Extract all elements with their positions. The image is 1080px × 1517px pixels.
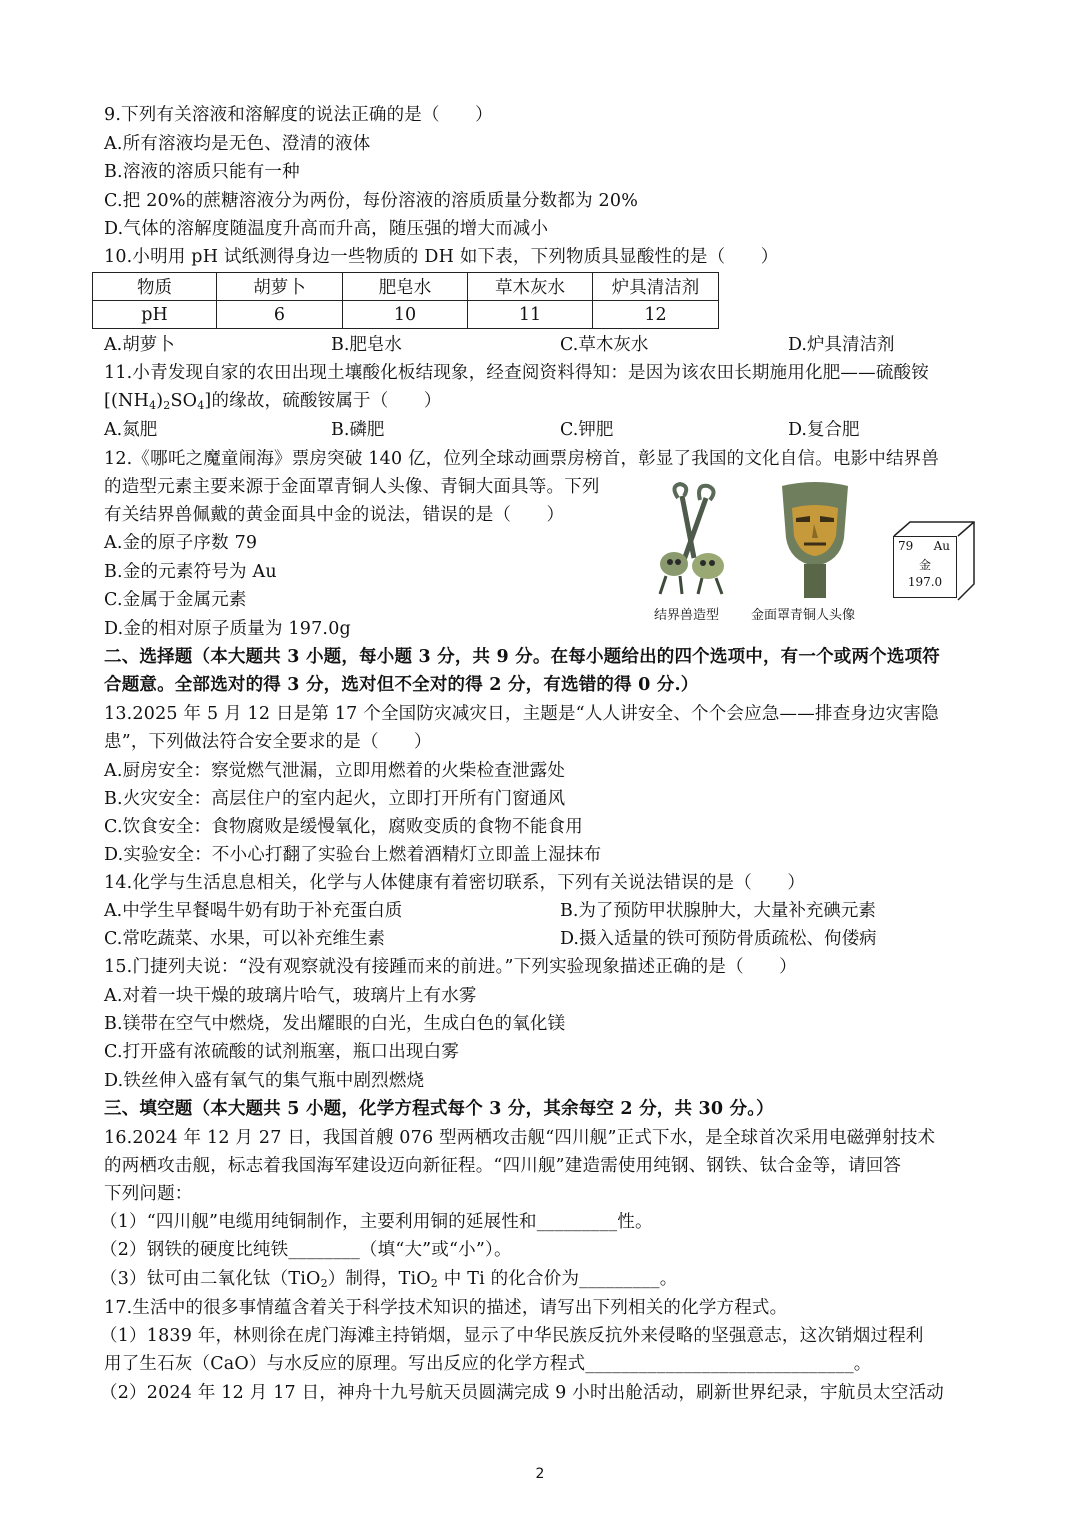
q11-option-c: C.钾肥 — [560, 420, 614, 440]
q16-part-2: （2）钢铁的硬度比纯铁________（填“大”或“小”）。 — [100, 1240, 512, 1260]
q17-stem: 17.生活中的很多事情蕴含着关于科学技术知识的描述，请写出下列相关的化学方程式。 — [104, 1298, 788, 1318]
q13-option-b: B.火灾安全：高层住户的室内起火，立即打开所有门窗通风 — [104, 789, 566, 809]
figure-caption-bronze-head: 金面罩青铜人头像 — [751, 608, 856, 623]
q14-option-a: A.中学生早餐喝牛奶有助于补充蛋白质 — [104, 901, 403, 921]
q15-option-b: B.镁带在空气中燃烧，发出耀眼的白光，生成白色的氧化镁 — [104, 1014, 566, 1034]
q12-stem-line3: 有关结界兽佩戴的黄金面具中金的说法，错误的是（ ） — [104, 505, 565, 525]
ph-table-cell: 草木灰水 — [468, 273, 593, 301]
q12-stem-line1: 12.《哪吒之魔童闹海》票房突破 140 亿，位列全球动画票房榜首，彰显了我国的文化自信。电影中结界兽 — [104, 449, 940, 469]
q12-stem-line2: 的造型元素主要来源于金面罩青铜人头像、青铜大面具等。下列 — [104, 477, 600, 497]
ph-table-cell: 12 — [593, 301, 719, 329]
q13-option-c: C.饮食安全：食物腐败是缓慢氧化，腐败变质的食物不能食用 — [104, 817, 583, 837]
q16-part-1: （1）“四川舰”电缆用纯铜制作，主要利用铜的延展性和_________性。 — [100, 1212, 653, 1232]
q13-stem-line2: 患”，下列做法符合安全要求的是（ ） — [104, 732, 432, 752]
gold-element-card — [893, 536, 957, 598]
q11-option-a: A.氮肥 — [104, 420, 158, 440]
element-name: 金 — [918, 558, 931, 572]
ph-table-cell: 6 — [217, 301, 343, 329]
q12-option-c: C.金属于金属元素 — [104, 590, 247, 610]
q12-option-d: D.金的相对原子质量为 197.0g — [104, 619, 351, 639]
q16-stem-line1: 16.2024 年 12 月 27 日，我国首艘 076 型两栖攻击舰“四川舰”正式下水，是全球首次采用电磁弹射技术 — [104, 1128, 936, 1148]
q9-option-c: C.把 20%的蔗糖溶液分为两份，每份溶液的溶质质量分数都为 20% — [104, 191, 639, 211]
q11-stem-line2: $[(NH_4)_2SO_4]$的缘故，硫酸铵属于（ ） — [104, 391, 442, 412]
q12-option-a: A.金的原子序数 79 — [104, 533, 258, 553]
q15-option-a: A.对着一块干燥的玻璃片哈气，玻璃片上有水雾 — [104, 986, 477, 1006]
q16-stem-line2: 的两栖攻击舰，标志着我国海军建设迈向新征程。“四川舰”建造需使用纯钢、钢铁、钛合金等，请回答 — [104, 1156, 902, 1176]
q10-option-c: C.草木灰水 — [560, 335, 649, 355]
ph-table-header-row — [93, 273, 719, 301]
ph-table-cell: 物质 — [93, 273, 217, 301]
q9-option-d: D.气体的溶解度随温度升高而升高，随压强的增大而减小 — [104, 219, 549, 239]
q15-option-d: D.铁丝伸入盛有氧气的集气瓶中剧烈燃烧 — [104, 1071, 425, 1091]
q9-stem: 9.下列有关溶液和溶解度的说法正确的是（ ） — [104, 105, 493, 125]
ph-table-cell: 炉具清洁剂 — [593, 273, 719, 301]
q16-part-3: （3）钛可由二氧化钛（TiO$_2$）制得，TiO$_2$ 中 Ti 的化合价为_________。 — [100, 1269, 678, 1290]
page-number: 2 — [535, 1466, 545, 1482]
ph-table-cell: 肥皂水 — [343, 273, 468, 301]
q17-part-1-line1: （1）1839 年，林则徐在虎门海滩主持销烟，显示了中华民族反抗外来侵略的坚强意志，这次销烟过程利 — [100, 1326, 924, 1346]
q9-option-a: A.所有溶液均是无色、澄清的液体 — [104, 134, 371, 154]
ph-table-cell: 10 — [343, 301, 468, 329]
ph-table-value-row — [93, 301, 719, 329]
q14-option-c: C.常吃蔬菜、水果，可以补充维生素 — [104, 929, 385, 949]
ph-table — [92, 272, 719, 329]
q10-option-a: A.胡萝卜 — [104, 335, 175, 355]
q17-part-1-line2: 用了生石灰（CaO）与水反应的原理。写出反应的化学方程式______________________________。 — [104, 1354, 872, 1374]
q10-option-d: D.炉具清洁剂 — [788, 335, 895, 355]
section-3-heading: 三、填空题（本大题共 5 小题，化学方程式每个 3 分，其余每空 2 分，共 30 分。） — [104, 1099, 774, 1119]
section-2-heading-line1: 二、选择题（本大题共 3 小题，每小题 3 分，共 9 分。在每小题给出的四个选项中，有一个或两个选项符 — [104, 647, 940, 667]
q13-option-a: A.厨房安全：察觉燃气泄漏，立即用燃着的火柴检查泄露处 — [104, 761, 566, 781]
q11-stem-line1: 11.小青发现自家的农田出现土壤酸化板结现象，经查阅资料得知：是因为该农田长期施用化肥——硫酸铵 — [104, 363, 929, 383]
ph-table-cell: 胡萝卜 — [217, 273, 343, 301]
q14-option-b: B.为了预防甲状腺肿大，大量补充碘元素 — [560, 901, 876, 921]
q10-option-b: B.肥皂水 — [331, 335, 402, 355]
q10-stem: 10.小明用 pH 试纸测得身边一些物质的 DH 如下表，下列物质具显酸性的是（ ） — [104, 247, 779, 267]
q12-option-b: B.金的元素符号为 Au — [104, 562, 277, 582]
q15-stem: 15.门捷列夫说：“没有观察就没有接踵而来的前进。”下列实验现象描述正确的是（ ） — [104, 957, 797, 977]
q14-option-d: D.摄入适量的铁可预防骨质疏松、佝偻病 — [560, 929, 877, 949]
ph-table-cell: 11 — [468, 301, 593, 329]
element-symbol: Au — [933, 539, 950, 553]
q17-part-2-line1: （2）2024 年 12 月 17 日，神舟十九号航天员圆满完成 9 小时出舱活动，刷新世界纪录，宇航员太空活动 — [100, 1383, 944, 1403]
barrier-beast-figure — [648, 478, 738, 598]
q13-stem-line1: 13.2025 年 5 月 12 日是第 17 个全国防灾减灾日，主题是“人人讲安全、个个会应急——排查身边灾害隐 — [104, 704, 939, 724]
atomic-number: 79 — [898, 539, 914, 553]
q11-option-b: B.磷肥 — [331, 420, 385, 440]
q11-option-d: D.复合肥 — [788, 420, 860, 440]
q9-option-b: B.溶液的溶质只能有一种 — [104, 162, 300, 182]
ph-table-cell: pH — [93, 301, 217, 329]
figure-caption-barrier-beast: 结界兽造型 — [654, 608, 720, 623]
q15-option-c: C.打开盛有浓硫酸的试剂瓶塞，瓶口出现白雾 — [104, 1042, 460, 1062]
q16-stem-line3: 下列问题： — [104, 1184, 193, 1204]
bronze-head-figure — [770, 478, 860, 600]
section-2-heading-line2: 合题意。全部选对的得 3 分，选对但不全对的得 2 分，有选错的得 0 分.） — [104, 675, 699, 695]
q13-option-d: D.实验安全：不小心打翻了实验台上燃着酒精灯立即盖上湿抹布 — [104, 845, 602, 865]
q14-stem: 14.化学与生活息息相关，化学与人体健康有着密切联系，下列有关说法错误的是（ ） — [104, 873, 806, 893]
atomic-mass: 197.0 — [907, 575, 943, 589]
